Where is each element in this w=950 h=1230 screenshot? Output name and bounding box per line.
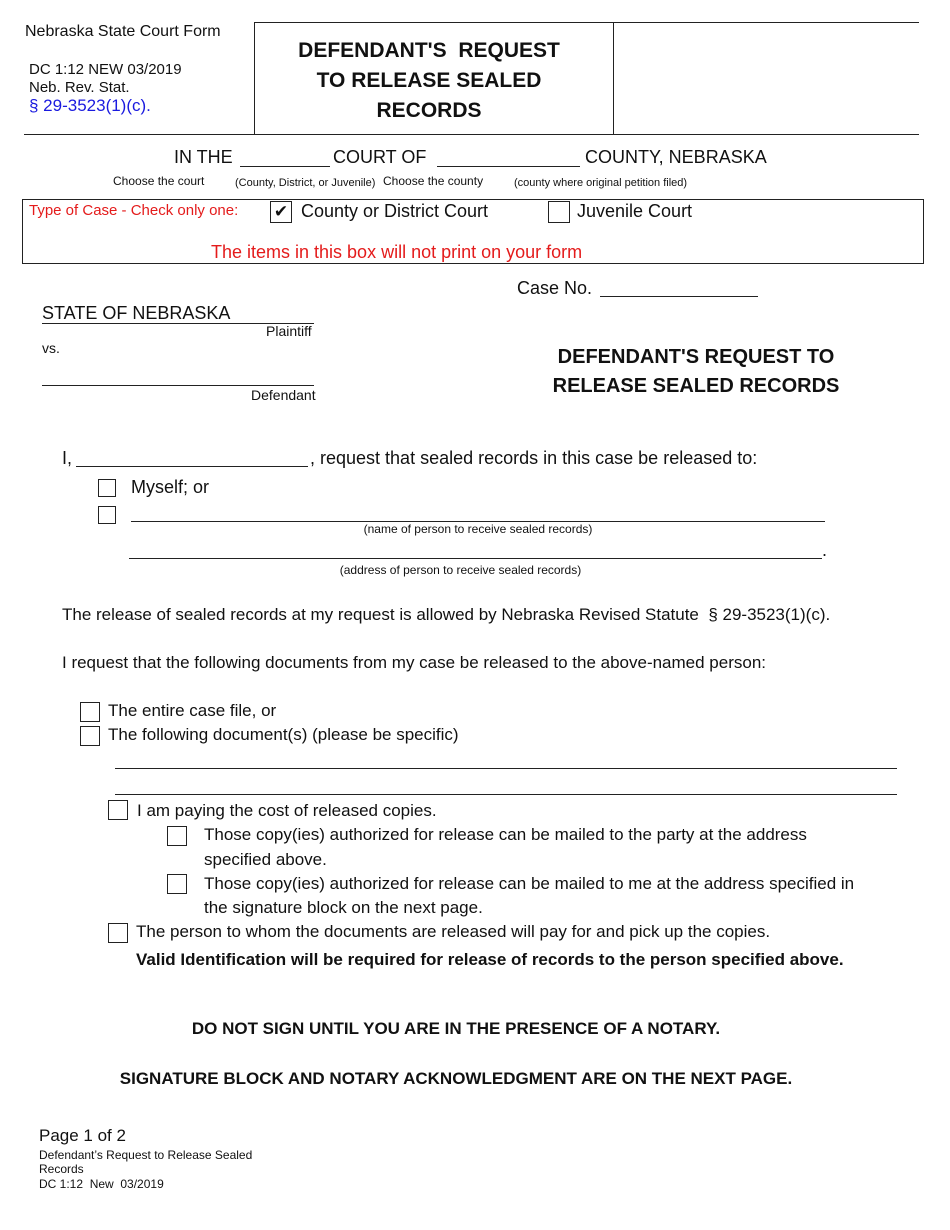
signature-next-notice: SIGNATURE BLOCK AND NOTARY ACKNOWLEDGMENT ARE ON THE NEXT PAGE. <box>119 1069 793 1088</box>
following-docs-label: The following document(s) (please be specific) <box>108 725 459 744</box>
requester-name-field[interactable] <box>76 466 308 467</box>
no-print-notice: The items in this box will not print on your form <box>211 242 583 262</box>
documents-text: I request that the following documents from my case be released to the above-named person: <box>62 653 767 672</box>
entire-file-checkbox[interactable] <box>80 702 100 722</box>
county-nebraska: COUNTY, NEBRASKA <box>585 147 767 167</box>
plaintiff-name: STATE OF NEBRASKA <box>42 303 231 323</box>
header-title-line1: DEFENDANT'S REQUEST <box>298 39 560 62</box>
page-number: Page 1 of 2 <box>39 1126 126 1145</box>
header-title-line3: RECORDS <box>376 99 482 122</box>
court-in-the: IN THE <box>174 147 233 167</box>
juvenile-court-checkbox[interactable] <box>548 201 570 223</box>
caption-title <box>520 343 872 401</box>
recipient-address-field[interactable] <box>129 558 822 559</box>
address-hint: (address of person to receive sealed records) <box>339 563 582 577</box>
myself-label: Myself; or <box>131 477 210 497</box>
caption-title-line2: RELEASE SEALED RECORDS <box>552 375 840 397</box>
header-title-line2: TO RELEASE SEALED <box>316 69 542 92</box>
documents-line-2[interactable] <box>115 794 897 795</box>
myself-checkbox[interactable] <box>98 479 116 497</box>
choose-county-hint: Choose the county <box>383 174 484 188</box>
request-i: I, <box>62 448 73 468</box>
mail-party-checkbox[interactable] <box>167 826 187 846</box>
pickup-checkbox[interactable] <box>108 923 128 943</box>
footer-doc-title-line2: Records <box>39 1162 84 1176</box>
footer-doc-title-line1: Defendant’s Request to Release Sealed <box>39 1148 253 1162</box>
defendant-name-field[interactable] <box>42 385 314 386</box>
header-bottom-rule <box>24 134 919 135</box>
following-docs-checkbox[interactable] <box>80 726 100 746</box>
vs-label: vs. <box>42 340 60 356</box>
court-type-hint: (County, District, or Juvenile) <box>235 177 376 189</box>
county-district-label: County or District Court <box>301 201 489 221</box>
case-no-label: Case No. <box>517 278 593 298</box>
pickup-label: The person to whom the documents are released will pay for and pick up the copies. <box>136 922 771 941</box>
other-person-checkbox[interactable] <box>98 506 116 524</box>
documents-line-1[interactable] <box>115 768 897 769</box>
choose-court-hint: Choose the court <box>113 174 205 188</box>
entire-file-label: The entire case file, or <box>108 701 277 720</box>
name-hint: (name of person to receive sealed records) <box>363 522 593 536</box>
caption-title-line1: DEFENDANT'S REQUEST TO <box>557 346 835 368</box>
mail-party-line2: specified above. <box>204 850 327 869</box>
case-no-field[interactable] <box>600 296 758 297</box>
mail-party-line1: Those copy(ies) authorized for release can be mailed to the party at the address <box>204 825 807 844</box>
paying-label: I am paying the cost of released copies. <box>137 801 437 820</box>
court-name-field[interactable] <box>240 166 330 167</box>
mail-me-line2: the signature block on the next page. <box>204 898 483 917</box>
juvenile-court-label: Juvenile Court <box>577 201 693 221</box>
address-period: . <box>822 540 828 560</box>
notary-notice: DO NOT SIGN UNTIL YOU ARE IN THE PRESENCE OF A NOTARY. <box>191 1019 721 1038</box>
county-hint: (county where original petition filed) <box>514 177 688 189</box>
form-code: DC 1:12 NEW 03/2019 <box>29 61 182 78</box>
case-type-label: Type of Case - Check only one: <box>29 202 239 219</box>
statute-text: The release of sealed records at my request is allowed by Nebraska Revised Statute § 29-3523(1)(c). <box>62 605 831 624</box>
form-origin: Nebraska State Court Form <box>25 23 221 40</box>
mail-me-line1: Those copy(ies) authorized for release can be mailed to me at the address specified in <box>204 874 855 893</box>
request-text: , request that sealed records in this case be released to: <box>310 448 758 468</box>
id-required-notice: Valid Identification will be required for release of records to the person specified above. <box>136 950 844 969</box>
county-name-field[interactable] <box>437 166 580 167</box>
plaintiff-label: Plaintiff <box>266 323 312 339</box>
statute-link[interactable]: § 29-3523(1)(c). <box>29 96 151 115</box>
header-divider-right <box>613 22 614 135</box>
header-title <box>255 36 603 126</box>
mail-me-checkbox[interactable] <box>167 874 187 894</box>
statute-label: Neb. Rev. Stat. <box>29 79 130 96</box>
footer-doc-code: DC 1:12 New 03/2019 <box>39 1177 164 1191</box>
paying-checkbox[interactable] <box>108 800 128 820</box>
header-top-rule <box>255 22 919 23</box>
court-of: COURT OF <box>333 147 427 167</box>
defendant-label: Defendant <box>251 387 316 403</box>
county-district-checkbox[interactable]: ✔ <box>270 201 292 223</box>
